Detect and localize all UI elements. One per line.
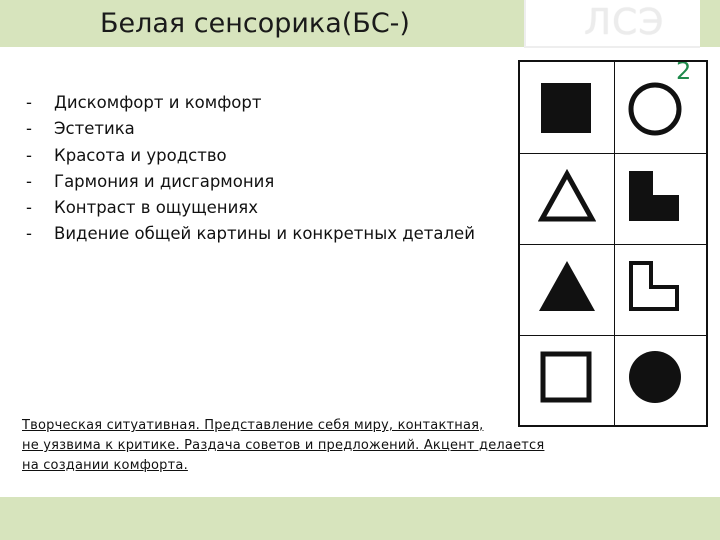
description-line: Творческая ситуативная. Представление себя миру, контактная, [22,418,484,433]
filled-l-shape-icon [628,170,680,222]
outline-square-icon [540,351,592,403]
description-line: не уязвима к критике. Раздача советов и предложений. Акцент делается [22,438,545,453]
shape-grid [518,60,708,427]
description-line: на создании комфорта. [22,458,188,473]
bullet-item [26,90,475,116]
filled-circle-icon [627,349,683,405]
grid-divider [520,153,706,154]
bullet-item [26,116,475,142]
bullet-marker: - [26,171,32,191]
bullet-item [26,169,475,195]
grid-divider [520,244,706,245]
bullet-item [26,221,475,247]
description-text [22,416,544,476]
bullet-text: Контраст в ощущениях [54,198,258,218]
bullet-marker: - [26,119,32,139]
bullet-text: Красота и уродство [54,145,227,165]
bullet-text: Видение общей картины и конкретных деталей [54,224,475,244]
filled-triangle-icon [538,259,596,313]
bullet-marker: - [26,145,32,165]
bullet-marker: - [26,93,32,112]
bullet-text: Гармония и дисгармония [54,171,275,191]
footer-band [0,497,720,540]
bullet-item [26,143,475,169]
bullet-list [26,90,475,248]
outline-triangle-icon [538,169,596,223]
logo-watermark: ЛСЭ [584,2,665,43]
slide-title: Белая сенсорика(БС-) [100,8,410,39]
slide-number: 2 [676,57,692,85]
bullet-text: Эстетика [54,119,135,139]
bullet-item [26,195,475,221]
bullet-marker: - [26,198,32,218]
bullet-marker: - [26,224,32,244]
outline-circle-icon [627,81,683,137]
outline-l-shape-icon [628,260,680,312]
grid-divider [520,335,706,336]
filled-square-icon [540,82,592,134]
bullet-text: Дискомфорт и комфорт [54,93,262,112]
